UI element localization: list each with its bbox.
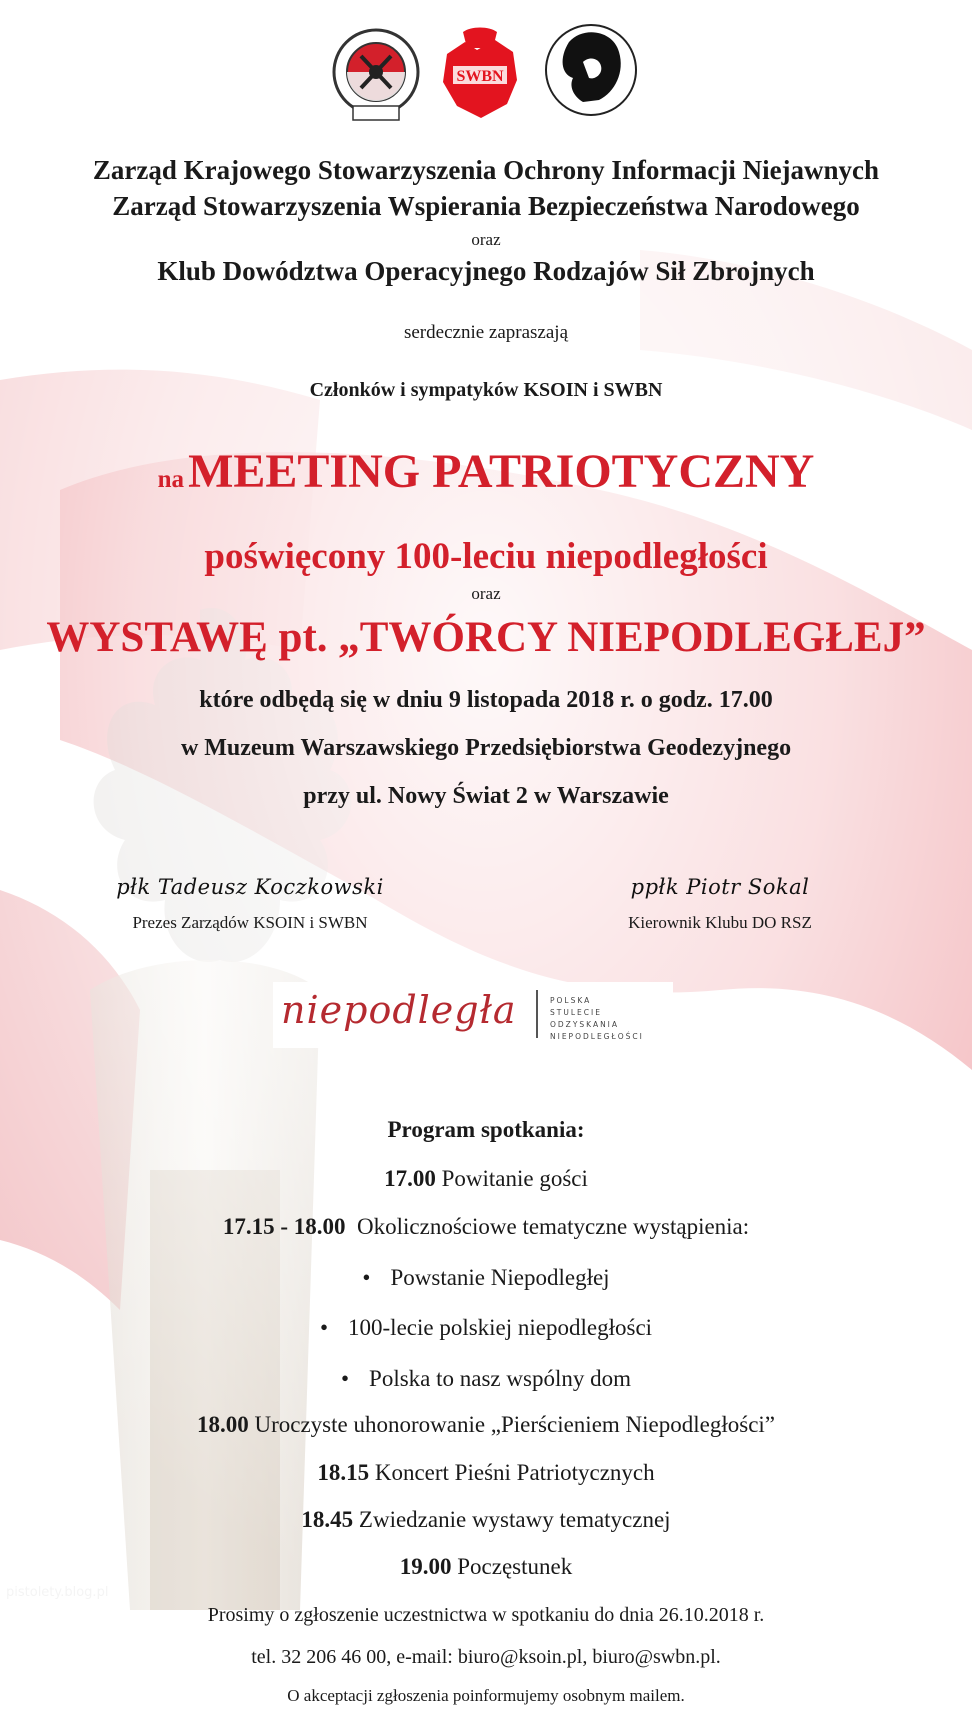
swbn-logo [437,24,523,122]
program-text: Zwiedzanie wystawy tematycznej [358,1507,671,1532]
program-item [0,1554,972,1580]
program-time: 18.15 [317,1460,370,1485]
conjunction-oraz-2: oraz [471,584,501,603]
event-address: przy ul. Nowy Świat 2 w Warszawie [303,783,669,809]
program-talk: • Powstanie Niepodległej [0,1265,972,1291]
conjunction-oraz: oraz [471,230,501,249]
niepodlegla-line2: STULECIE ODZYSKANIA [550,1008,620,1029]
program-text: Okolicznościowe tematyczne wystąpienia: [357,1214,750,1239]
signature-right-name: ppłk Piotr Sokal [630,875,810,899]
program-time: 17.15 - 18.00 [222,1214,346,1239]
invite-phrase: serdecznie zapraszają [403,322,568,343]
program-text: Powitanie gości [441,1166,588,1191]
dedication-line: poświęcony 100-leciu niepodległości [204,536,768,577]
program-item [0,1412,972,1438]
signature-left-role: Prezes Zarządów KSOIN i SWBN [132,913,368,932]
signature-left-name: płk Tadeusz Koczkowski [116,875,384,899]
event-venue: w Muzeum Warszawskiego Przedsiębiorstwa Geodezyjnego [180,735,792,761]
signature-right-role: Kierownik Klubu DO RSZ [628,913,812,932]
signature-left [95,875,405,933]
exhibition-title: WYSTAWĘ pt. „TWÓRCY NIEPODLEGŁEJ” [46,614,926,661]
program-item [0,1507,972,1533]
program-time: 19.00 [399,1554,452,1579]
confirmation-note: O akceptacji zgłoszenia poinformujemy osobnym mailem. [287,1686,685,1705]
organizer-swbn: Zarząd Stowarzyszenia Wspierania Bezpieczeństwa Narodowego [112,191,860,221]
niepodlegla-logo [273,982,673,1048]
meeting-prefix: na [157,466,185,493]
swbn-logo-letters: SWBN [456,68,504,85]
meeting-title [0,444,972,499]
niepodlegla-wordmark: niepodległa [281,988,517,1032]
organizer-klub: Klub Dowództwa Operacyjnego Rodzajów Sił Zbrojnych [157,256,815,286]
program-item [0,1460,972,1486]
program-item [0,1214,972,1240]
program-text: Poczęstunek [457,1554,573,1579]
program-item [0,1166,972,1192]
klub-do-rsz-logo [543,22,639,118]
ksoin-logo [331,26,421,122]
event-date-time: które odbędą się w dniu 9 listopada 2018 r. o godz. 17.00 [199,687,773,713]
program-time: 18.00 [196,1412,249,1437]
rsvp-line: Prosimy o zgłoszenie uczestnictwa w spotkaniu do dnia 26.10.2018 r. [207,1604,765,1626]
audience-line: Członków i sympatyków KSOIN i SWBN [309,379,663,401]
contact-line: tel. 32 206 46 00, e-mail: biuro@ksoin.pl, biuro@swbn.pl. [251,1646,721,1668]
niepodlegla-line3: NIEPODLEGŁOŚCI [550,1032,644,1041]
program-time: 18.45 [301,1507,354,1532]
organizer-ksoin: Zarząd Krajowego Stowarzyszenia Ochrony Informacji Niejawnych [92,155,880,185]
niepodlegla-line1: POLSKA [550,996,592,1005]
signature-right [600,875,840,933]
program-time: 17.00 [384,1166,436,1191]
program-talk: • 100-lecie polskiej niepodległości [0,1315,972,1341]
meeting-name: MEETING PATRIOTYCZNY [188,445,815,498]
niepodlegla-divider [536,990,538,1038]
program-talk: • Polska to nasz wspólny dom [0,1366,972,1392]
watermark: pistolety.blog.pl [6,1585,109,1600]
program-text: Koncert Pieśni Patriotycznych [374,1460,655,1485]
niepodlegla-subtitle [550,995,673,1043]
program-title: Program spotkania: [387,1117,585,1142]
program-text: Uroczyste uhonorowanie „Pierścieniem Niepodległości” [254,1412,776,1437]
